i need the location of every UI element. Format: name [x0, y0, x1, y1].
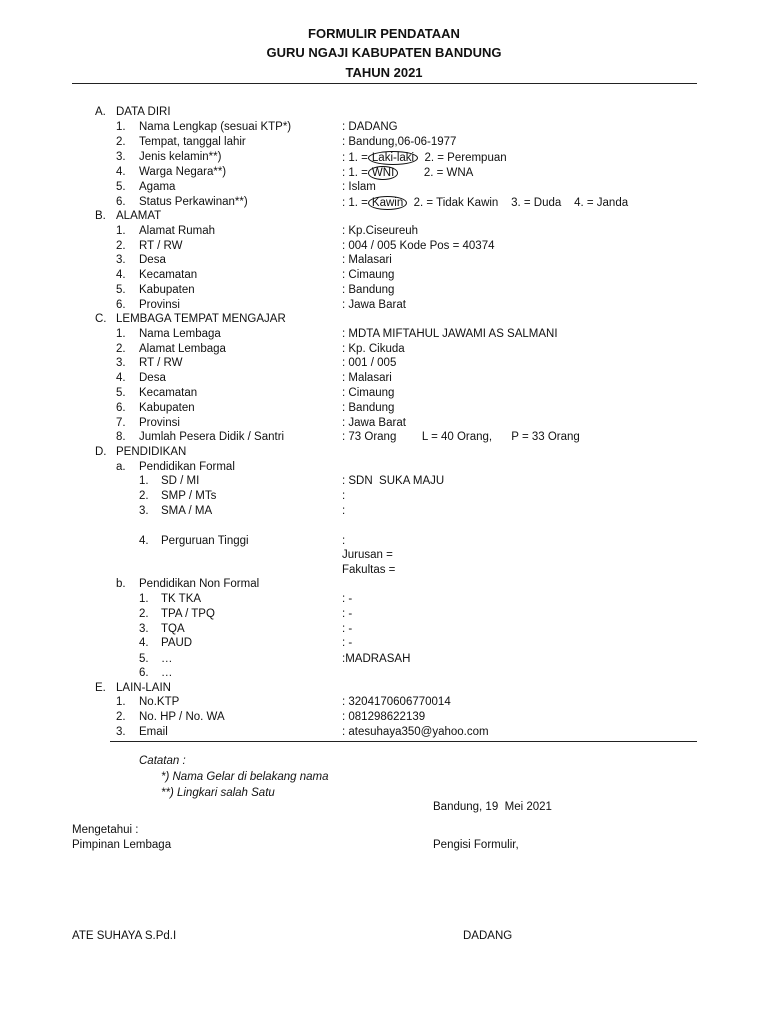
field-label: Agama — [139, 181, 176, 193]
item-number: 1. — [116, 696, 126, 708]
field-value: : Bandung,06-06-1977 — [342, 136, 457, 148]
item-number: 5. — [116, 284, 126, 296]
section-title: DATA DIRI — [116, 106, 171, 118]
field-value: : 001 / 005 — [342, 357, 397, 369]
section-title: PENDIDIKAN — [116, 446, 187, 458]
field-label: SMP / MTs — [161, 490, 217, 502]
item-number: 2. — [116, 136, 126, 148]
field-value: : Kp. Cikuda — [342, 343, 405, 355]
form-title-line1: FORMULIR PENDATAAN — [308, 26, 460, 41]
section-title: LEMBAGA TEMPAT MENGAJAR — [116, 313, 286, 325]
item-number: 5. — [116, 387, 126, 399]
field-label: RT / RW — [139, 240, 183, 252]
field-label: PAUD — [161, 637, 193, 649]
item-number: 6. — [116, 402, 126, 414]
item-number: 3. — [116, 254, 126, 266]
field-value — [342, 166, 473, 180]
field-label: … — [161, 653, 173, 665]
other-options: 2. = Tidak Kawin 3. = Duda 4. = Janda — [407, 197, 629, 209]
subsection-letter: b. — [116, 578, 126, 590]
item-number: 2. — [116, 343, 126, 355]
field-value: : Cimaung — [342, 387, 395, 399]
field-label: Desa — [139, 372, 166, 384]
signer-left-name: ATE SUHAYA S.Pd.I — [72, 930, 177, 942]
field-value: : 3204170606770014 — [342, 696, 451, 708]
pengisi-label: Pengisi Formulir, — [433, 839, 519, 851]
catatan-title: Catatan : — [139, 755, 186, 767]
field-label: Email — [139, 726, 168, 738]
field-label: Jenis kelamin**) — [139, 151, 222, 163]
catatan-note-1: *) Nama Gelar di belakang nama — [161, 771, 329, 783]
field-label: RT / RW — [139, 357, 183, 369]
section-letter: C. — [95, 313, 107, 325]
field-label: No. HP / No. WA — [139, 711, 225, 723]
fakultas-field: Fakultas = — [342, 564, 396, 576]
subsection-title: Pendidikan Formal — [139, 461, 235, 473]
field-label: Desa — [139, 254, 166, 266]
field-value — [342, 151, 507, 165]
field-value: : — [342, 535, 346, 547]
item-number: 6. — [116, 299, 126, 311]
field-label: TQA — [161, 623, 185, 635]
field-label: Kecamatan — [139, 387, 198, 399]
field-label: Jumlah Pesera Didik / Santri — [139, 431, 285, 443]
field-value: :MADRASAH — [342, 653, 411, 665]
subsection-letter: a. — [116, 461, 126, 473]
item-number: 1. — [116, 121, 126, 133]
field-label: Nama Lembaga — [139, 328, 221, 340]
footer-divider — [110, 741, 697, 742]
field-value: : DADANG — [342, 121, 398, 133]
field-label: Provinsi — [139, 417, 180, 429]
section-letter: B. — [95, 210, 106, 222]
signer-right-name: DADANG — [463, 930, 513, 942]
subsection-title: Pendidikan Non Formal — [139, 578, 260, 590]
field-label: Kabupaten — [139, 284, 195, 296]
field-value: : Islam — [342, 181, 376, 193]
item-number: 4. — [116, 372, 126, 384]
item-number: 3. — [116, 726, 126, 738]
circled-option: WNI — [368, 166, 398, 180]
field-value: : - — [342, 637, 353, 649]
field-label: Nama Lengkap (sesuai KTP*) — [139, 121, 292, 133]
item-number: 2. — [139, 490, 149, 502]
field-value: : MDTA MIFTAHUL JAWAMI AS SALMANI — [342, 328, 558, 340]
section-data-diri — [95, 106, 171, 118]
field-value: : SDN SUKA MAJU — [342, 475, 445, 487]
field-value: : 081298622139 — [342, 711, 426, 723]
field-value: : Malasari — [342, 372, 392, 384]
field-value: : - — [342, 608, 353, 620]
item-number: 4. — [139, 637, 149, 649]
item-number: 2. — [139, 608, 149, 620]
field-label: Kabupaten — [139, 402, 195, 414]
field-label: TPA / TPQ — [161, 608, 215, 620]
field-value: : Malasari — [342, 254, 392, 266]
item-number: 5. — [139, 653, 149, 665]
field-value: : Bandung — [342, 284, 395, 296]
section-letter: D. — [95, 446, 107, 458]
other-options: 2. = Perempuan — [418, 152, 507, 164]
catatan-note-2: **) Lingkari salah Satu — [161, 787, 275, 799]
mengetahui-label: Mengetahui : — [72, 824, 139, 836]
field-value: : — [342, 490, 346, 502]
field-label: Tempat, tanggal lahir — [139, 136, 246, 148]
field-value — [342, 196, 628, 210]
section-letter: E. — [95, 682, 106, 694]
field-value: : Jawa Barat — [342, 299, 406, 311]
field-value: : - — [342, 593, 353, 605]
field-label: … — [161, 667, 173, 679]
field-label: Status Perkawinan**) — [139, 196, 248, 208]
place-date: Bandung, 19 Mei 2021 — [433, 801, 552, 813]
field-label: SMA / MA — [161, 505, 213, 517]
option-prefix: : 1. = — [342, 167, 368, 179]
item-number: 3. — [139, 623, 149, 635]
section-title: ALAMAT — [116, 210, 162, 222]
field-label: No.KTP — [139, 696, 180, 708]
form-title-line2: GURU NGAJI KABUPATEN BANDUNG — [266, 45, 502, 60]
section-title: LAIN-LAIN — [116, 682, 171, 694]
field-value: : atesuhaya350@yahoo.com — [342, 726, 489, 738]
item-number: 7. — [116, 417, 126, 429]
field-label: Warga Negara**) — [139, 166, 227, 178]
field-value: : Cimaung — [342, 269, 395, 281]
field-value: : 004 / 005 Kode Pos = 40374 — [342, 240, 495, 252]
item-number: 2. — [116, 240, 126, 252]
header-divider — [72, 83, 697, 84]
item-number: 3. — [116, 357, 126, 369]
item-number: 1. — [116, 328, 126, 340]
jurusan-field: Jurusan = — [342, 549, 393, 561]
item-number: 1. — [116, 225, 126, 237]
field-label: Alamat Lembaga — [139, 343, 226, 355]
field-value: : Kp.Ciseureuh — [342, 225, 419, 237]
item-number: 4. — [116, 166, 126, 178]
form-title-line3: TAHUN 2021 — [345, 65, 423, 80]
item-number: 3. — [139, 505, 149, 517]
field-label: TK TKA — [161, 593, 202, 605]
item-number: 4. — [139, 535, 149, 547]
field-value: : 73 Orang L = 40 Orang, P = 33 Orang — [342, 431, 580, 443]
item-number: 1. — [139, 475, 149, 487]
item-number: 6. — [139, 667, 149, 679]
item-number: 2. — [116, 711, 126, 723]
field-label: Alamat Rumah — [139, 225, 216, 237]
field-label: Kecamatan — [139, 269, 198, 281]
field-value: : Bandung — [342, 402, 395, 414]
circled-option: Kawin — [368, 196, 407, 210]
section-lembaga — [95, 313, 286, 325]
section-alamat — [95, 210, 161, 222]
item-number: 8. — [116, 431, 126, 443]
field-label: Provinsi — [139, 299, 180, 311]
other-options: 2. = WNA — [398, 167, 474, 179]
field-label: Perguruan Tinggi — [161, 535, 249, 547]
field-value: : Jawa Barat — [342, 417, 406, 429]
option-prefix: : 1. = — [342, 152, 368, 164]
pimpinan-label: Pimpinan Lembaga — [72, 839, 172, 851]
section-pendidikan — [95, 446, 186, 458]
field-value: : - — [342, 623, 353, 635]
item-number: 1. — [139, 593, 149, 605]
item-number: 5. — [116, 181, 126, 193]
section-lain-lain — [95, 682, 171, 694]
item-number: 4. — [116, 269, 126, 281]
item-number: 6. — [116, 196, 126, 208]
field-label: SD / MI — [161, 475, 200, 487]
circled-option: Laki-laki — [368, 151, 418, 165]
field-value: : — [342, 505, 346, 517]
option-prefix: : 1. = — [342, 197, 368, 209]
item-number: 3. — [116, 151, 126, 163]
section-letter: A. — [95, 106, 106, 118]
